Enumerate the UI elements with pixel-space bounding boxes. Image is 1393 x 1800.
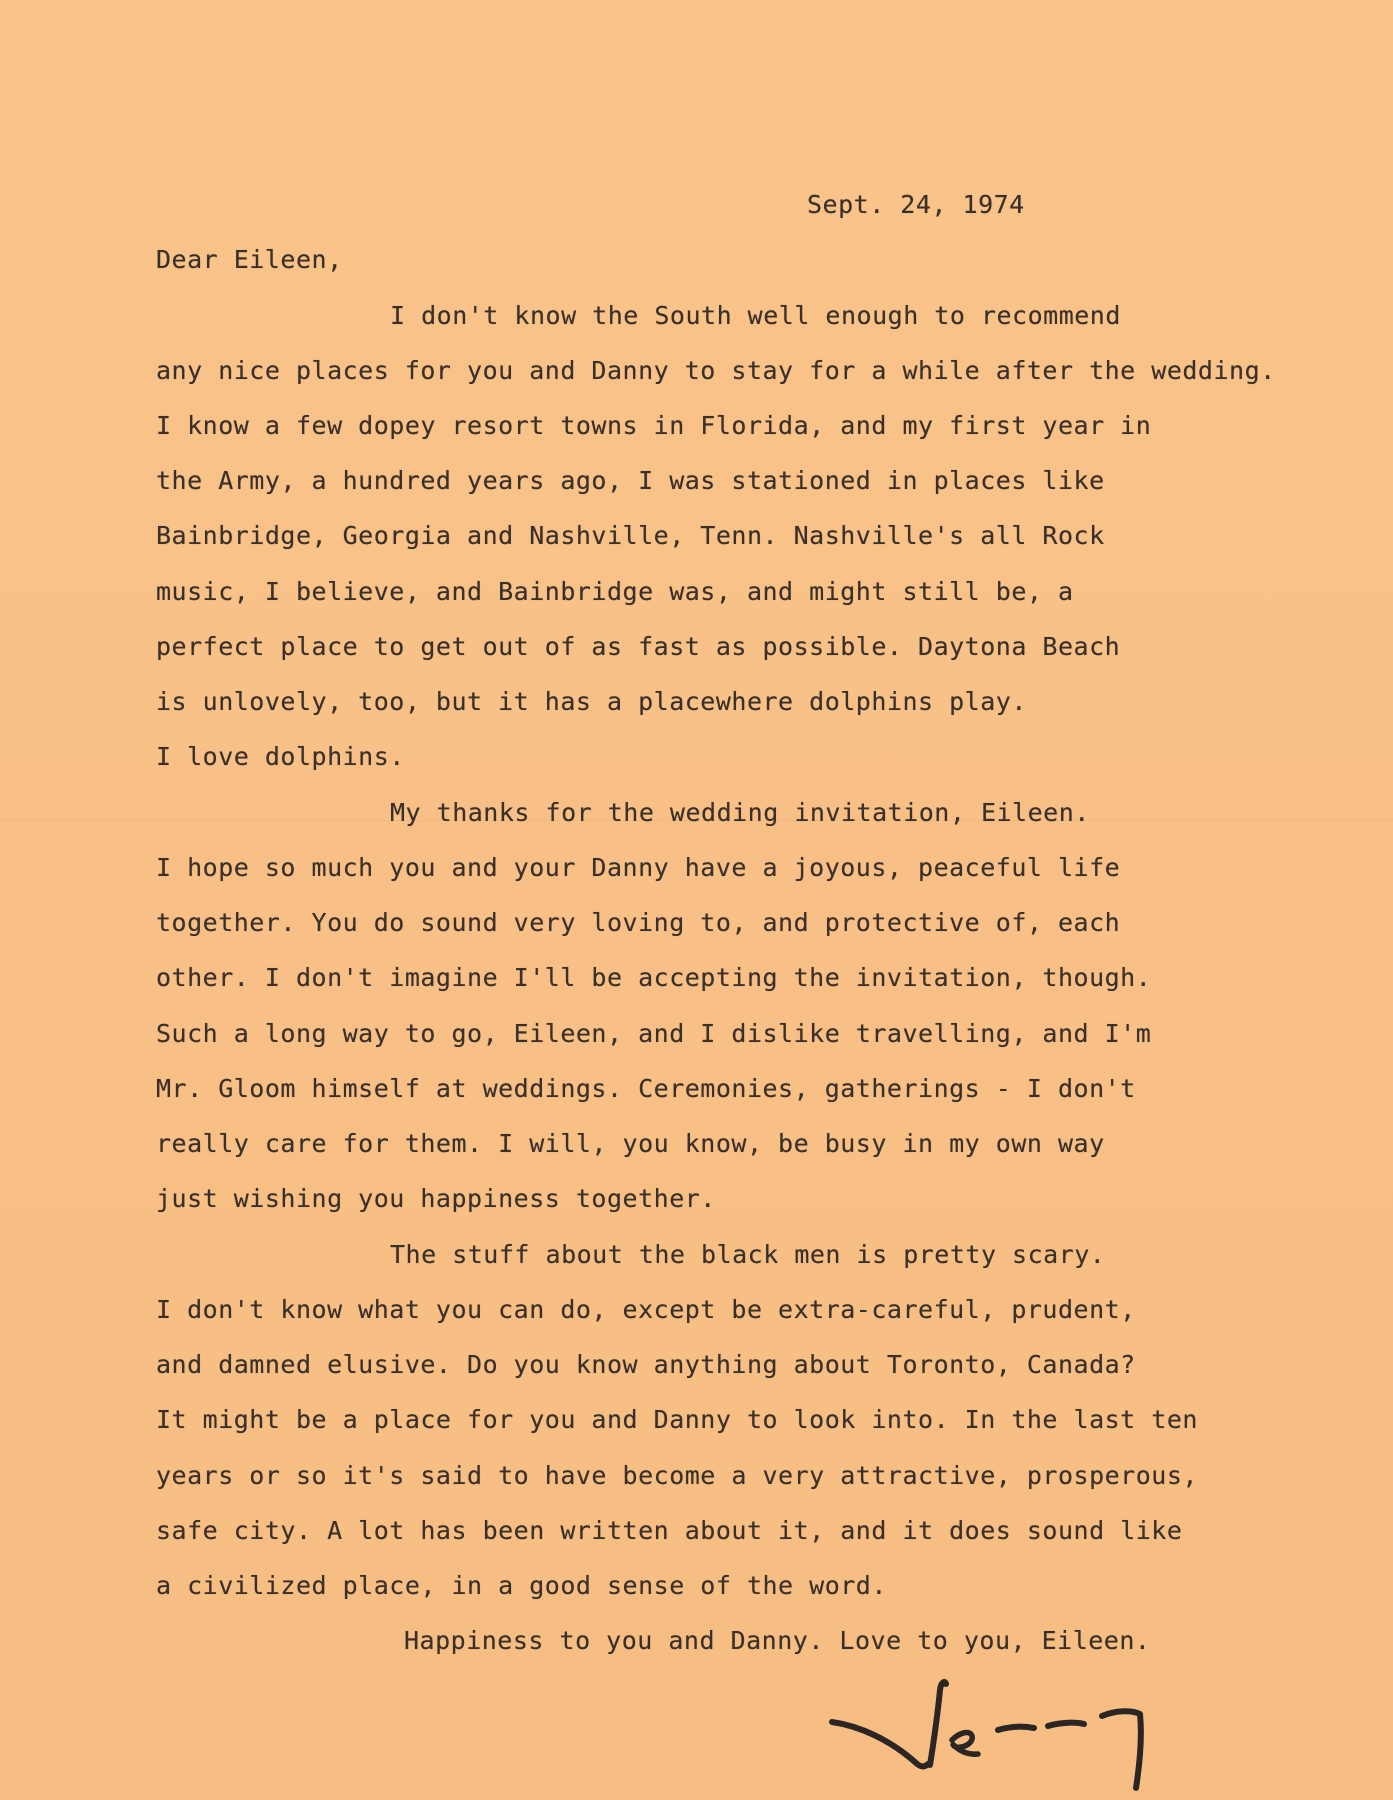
paragraph1-line: perfect place to get out of as fast as possible. Daytona Beach	[156, 632, 1121, 661]
paragraph1-line: I love dolphins.	[156, 742, 405, 771]
paragraph1-line: I don't know the South well enough to recommend	[390, 301, 1121, 330]
signature	[820, 1670, 1180, 1800]
paragraph3-line: It might be a place for you and Danny to look into. In the last ten	[156, 1405, 1198, 1434]
paragraph2-line: My thanks for the wedding invitation, Eileen.	[390, 798, 1090, 827]
paragraph2-line: I hope so much you and your Danny have a joyous, peaceful life	[156, 853, 1121, 882]
paragraph3-line: I don't know what you can do, except be extra-careful, prudent,	[156, 1295, 1136, 1324]
paragraph2-line: really care for them. I will, you know, be busy in my own way	[156, 1129, 1105, 1158]
paragraph1-line: I know a few dopey resort towns in Florida, and my first year in	[156, 411, 1152, 440]
paragraph2-line: together. You do sound very loving to, and protective of, each	[156, 908, 1121, 937]
paragraph1-line: is unlovely, too, but it has a placewhere dolphins play.	[156, 687, 1027, 716]
paragraph3-line: years or so it's said to have become a very attractive, prosperous,	[156, 1461, 1198, 1490]
paragraph1-line: any nice places for you and Danny to stay for a while after the wedding.	[156, 356, 1276, 385]
paragraph3-line: The stuff about the black men is pretty scary.	[390, 1240, 1106, 1269]
paragraph2-line: just wishing you happiness together.	[156, 1184, 716, 1213]
closing-line: Happiness to you and Danny. Love to you, Eileen.	[404, 1626, 1151, 1655]
paragraph2-line: Mr. Gloom himself at weddings. Ceremonies, gatherings - I don't	[156, 1074, 1136, 1103]
salutation: Dear Eileen,	[156, 245, 343, 274]
paragraph1-line: the Army, a hundred years ago, I was stationed in places like	[156, 466, 1105, 495]
paragraph1-line: Bainbridge, Georgia and Nashville, Tenn. Nashville's all Rock	[156, 521, 1105, 550]
paragraph3-line: and damned elusive. Do you know anything about Toronto, Canada?	[156, 1350, 1136, 1379]
letter-date: Sept. 24, 1974	[807, 190, 1025, 219]
paragraph3-line: safe city. A lot has been written about it, and it does sound like	[156, 1516, 1183, 1545]
paragraph3-line: a civilized place, in a good sense of the word.	[156, 1571, 887, 1600]
paragraph2-line: Such a long way to go, Eileen, and I dislike travelling, and I'm	[156, 1019, 1152, 1048]
paragraph2-line: other. I don't imagine I'll be accepting the invitation, though.	[156, 963, 1152, 992]
paragraph1-line: music, I believe, and Bainbridge was, and might still be, a	[156, 577, 1074, 606]
